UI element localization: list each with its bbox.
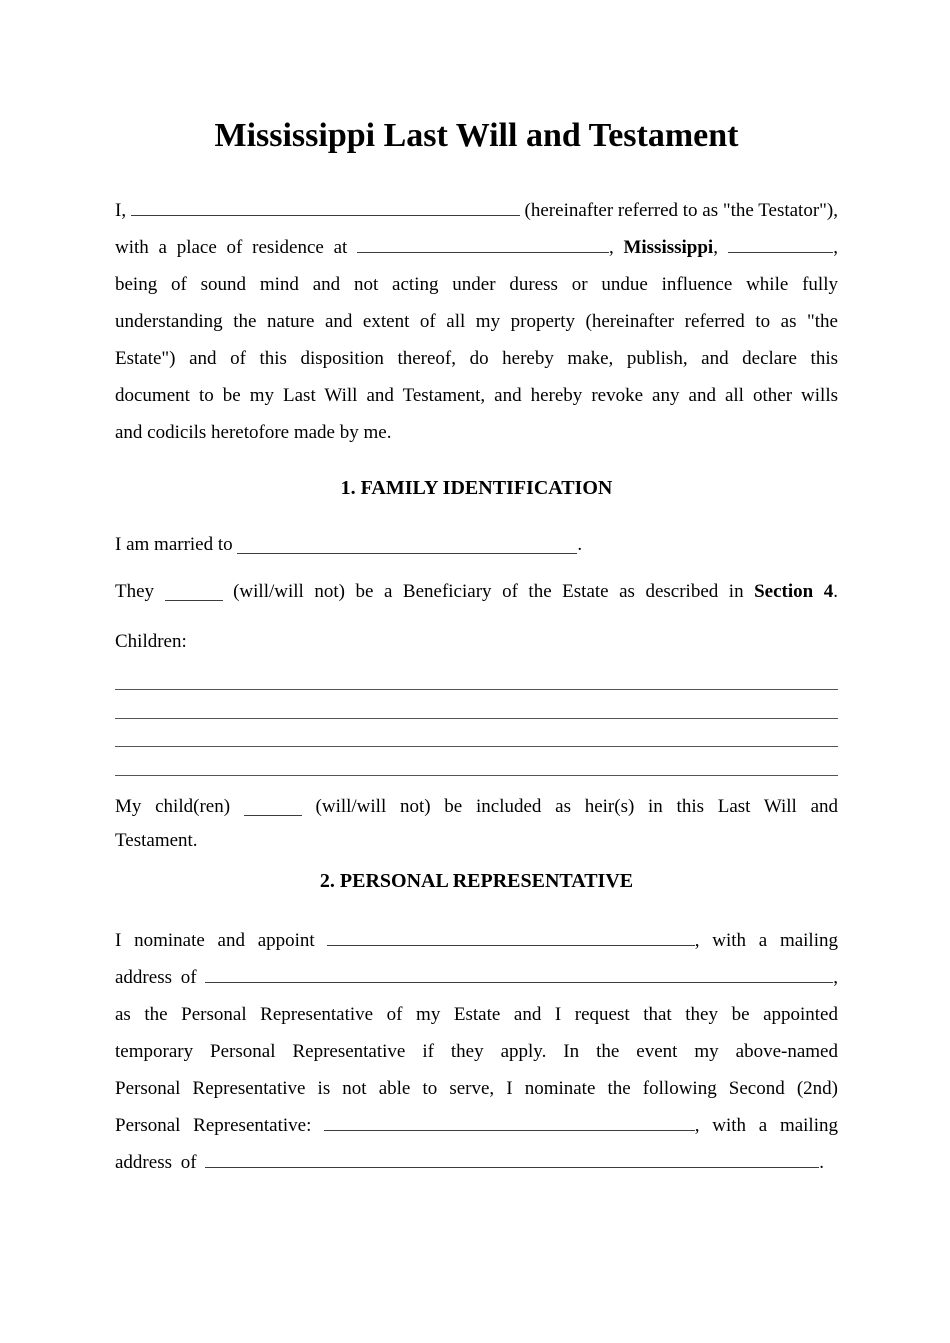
children-name-line (115, 718, 838, 719)
text-run: , with a mailing (694, 929, 838, 951)
document-text-line (115, 1144, 838, 1181)
document-text-line (115, 922, 838, 959)
children-name-line (115, 746, 838, 747)
text-run: . (577, 534, 583, 555)
text-run: , (833, 966, 838, 988)
document-text-line (115, 1070, 838, 1107)
document-text-line (115, 1107, 838, 1144)
text-run: , with a mailing (694, 1114, 838, 1136)
text-run: (will/will not) be a Beneficiary of the Estate as described in (222, 581, 755, 602)
text-run: being of sound mind and not acting under duress or undue influence while fully (115, 274, 838, 295)
marriage-line (115, 526, 838, 563)
text-run: , (833, 237, 838, 258)
beneficiary-line (115, 573, 838, 610)
document-text-line (115, 824, 838, 858)
section-1-heading: 1. FAMILY IDENTIFICATION (340, 477, 613, 499)
text-run: Children: (115, 631, 187, 652)
opening-paragraph (115, 192, 838, 451)
spouse-name-blank (237, 539, 577, 554)
text-run: temporary Personal Representative if they apply. In the event my above-named (115, 1040, 838, 1062)
children-heirs-paragraph (115, 790, 838, 858)
document-text-line (115, 377, 838, 414)
document-text-line (115, 996, 838, 1033)
text-run: They (115, 581, 165, 602)
text-run: Personal Representative is not able to serve, I nominate the following Second (2nd) (115, 1077, 838, 1099)
text-run: , (713, 237, 728, 258)
text-run: . (819, 1151, 824, 1173)
text-run: . (833, 581, 838, 602)
text-run: (will/will not) be included as heir(s) in this Last Will and (301, 795, 838, 817)
text-run: address of (115, 1151, 206, 1173)
document-text-line (115, 303, 838, 340)
spouse-beneficiary-choice-blank (165, 586, 223, 601)
text-run: as the Personal Representative of my Estate and I request that they be appointed (115, 1003, 838, 1025)
bold-text-run: Mississippi (623, 237, 714, 258)
text-run: I nominate and appoint (115, 929, 328, 951)
text-run: I, (115, 200, 131, 221)
document-title: Mississippi Last Will and Testament (214, 117, 739, 154)
text-run: understanding the nature and extent of all my property (hereinafter referred to as "the (115, 311, 838, 332)
testator-name-blank (131, 201, 520, 216)
document-text-line (115, 1033, 838, 1070)
children-label (115, 623, 838, 660)
document-text-line (115, 266, 838, 303)
representative-name-blank (327, 931, 694, 946)
children-blank-lines (115, 689, 838, 776)
second-representative-name-blank (324, 1116, 695, 1131)
residence-address-blank (357, 238, 609, 253)
text-run: Testament. (115, 829, 198, 851)
document-text-line (115, 526, 838, 563)
children-heir-choice-blank (244, 801, 302, 816)
text-run: (hereinafter referred to as "the Testator"), (519, 200, 838, 221)
text-run: Estate") and of this disposition thereof, do hereby make, publish, and declare this (115, 348, 838, 369)
second-representative-address-blank (205, 1153, 819, 1168)
document-text-line (115, 959, 838, 996)
text-run: address of (115, 966, 206, 988)
document-text-line (115, 573, 838, 610)
section-2-heading: 2. PERSONAL REPRESENTATIVE (319, 869, 634, 892)
text-run: I am married to (115, 534, 238, 555)
document-body (115, 192, 838, 1181)
document-text-line (115, 623, 838, 660)
representative-address-blank (205, 968, 833, 983)
text-run: with a place of residence at (115, 237, 358, 258)
residence-county-blank (728, 238, 834, 253)
children-name-line (115, 775, 838, 776)
document-text-line (115, 229, 838, 266)
bold-text-run: Section 4 (754, 581, 834, 602)
personal-representative-paragraph (115, 922, 838, 1181)
text-run: and codicils heretofore made by me. (115, 422, 392, 443)
text-run: , (608, 237, 624, 258)
children-name-line (115, 689, 838, 690)
document-text-line (115, 414, 838, 451)
text-run: Personal Representative: (115, 1114, 325, 1136)
document-text-line (115, 790, 838, 824)
document-text-line (115, 340, 838, 377)
document-text-line (115, 192, 838, 229)
text-run: document to be my Last Will and Testament, and hereby revoke any and all other wills (115, 385, 838, 406)
text-run: My child(ren) (115, 795, 244, 817)
